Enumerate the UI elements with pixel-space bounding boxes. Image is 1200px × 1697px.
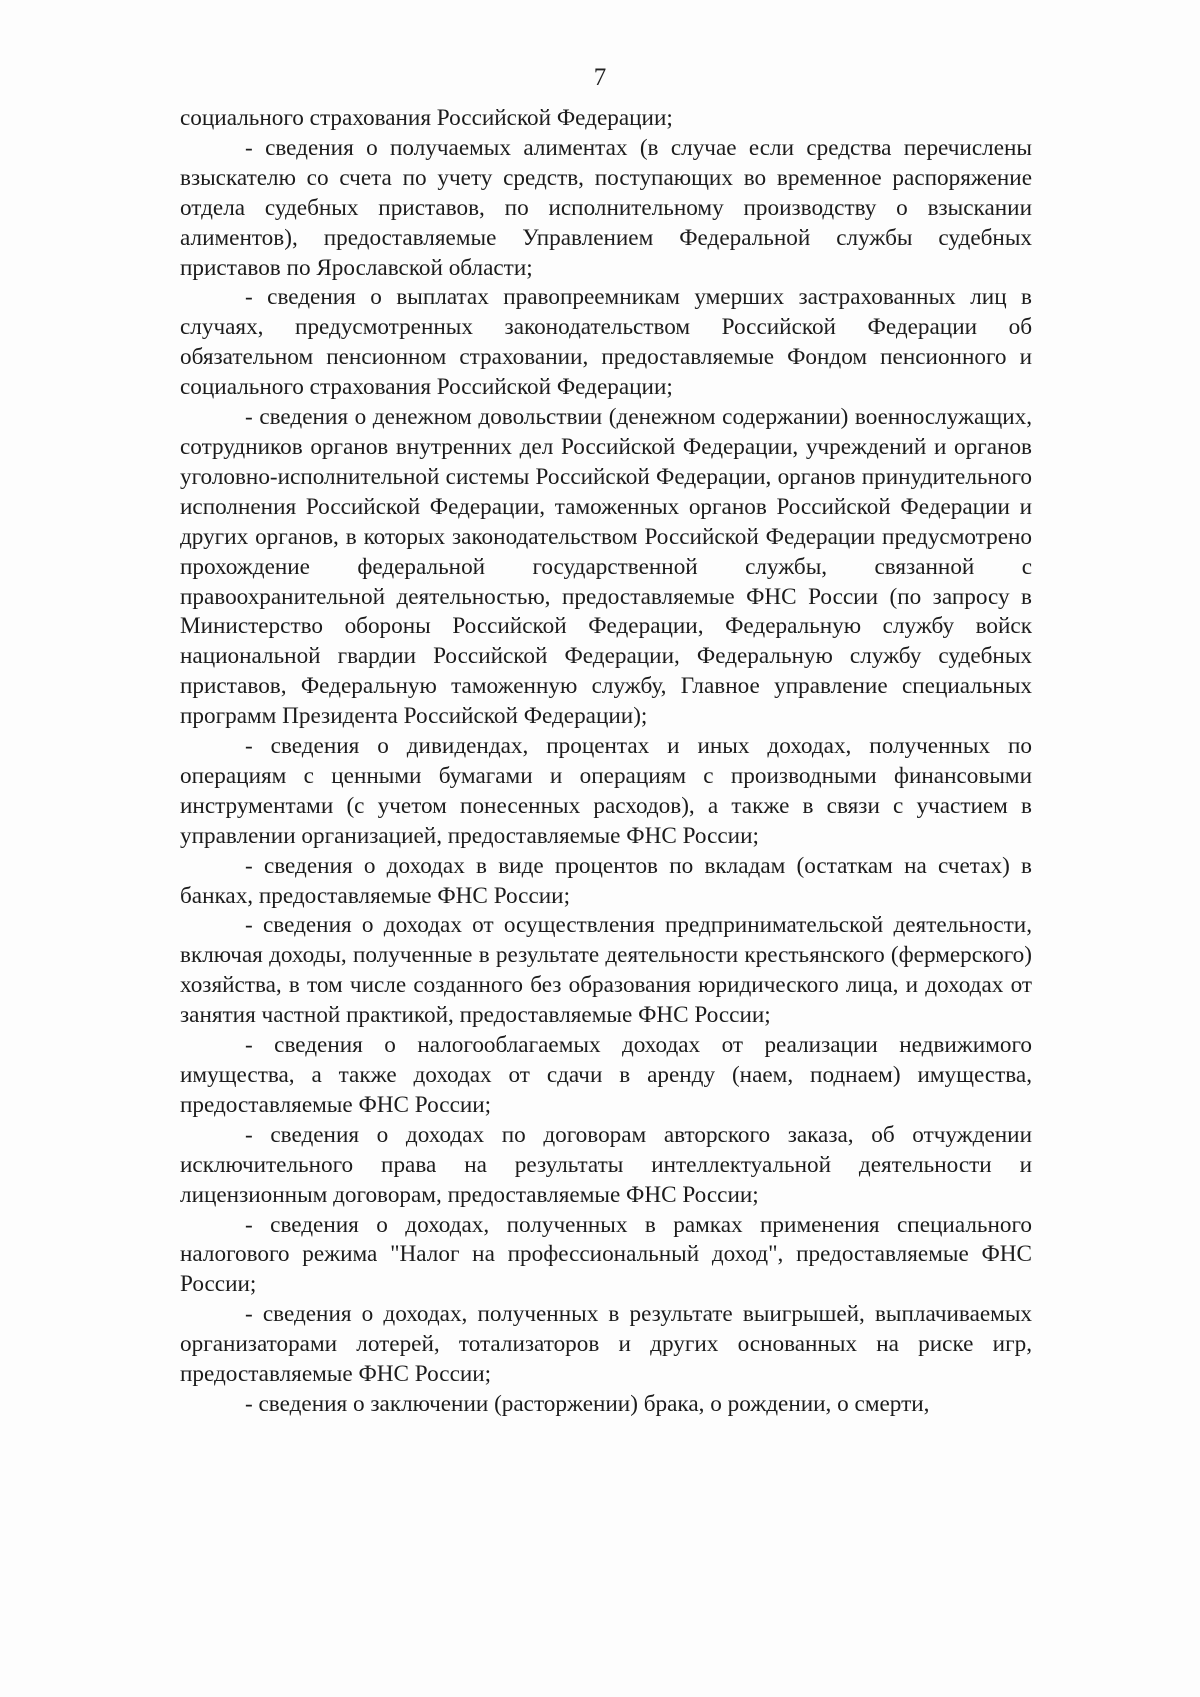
paragraph: - сведения о налогооблагаемых доходах от реализации недвижимого имущества, а также доходах от сдачи в аренду (наем, поднаем) имущества, предоставляемые ФНС России;: [180, 1032, 1032, 1118]
paragraph: - сведения о доходах, полученных в результате выигрышей, выплачиваемых организаторами лотерей, тотализаторов и других основанных на риске игр, предоставляемые ФНС России;: [180, 1301, 1032, 1388]
paragraph: - сведения о заключении (расторжении) брака, о рождении, о смерти,: [245, 1390, 930, 1417]
document-body: [180, 104, 1032, 1420]
paragraph: - сведения о выплатах правопреемникам умерших застрахованных лиц в случаях, предусмотренных законодательством Российской Федерации об обязательном пенсионном страховании, предоставляемые Фондом пенсионного и социального страхования Российской Федерации;: [180, 284, 1032, 401]
paragraph: - сведения о доходах в виде процентов по вкладам (остаткам на счетах) в банках, предоставляемые ФНС России;: [180, 852, 1032, 909]
paragraph: - сведения о доходах, полученных в рамках применения специального налогового режима "Налог на профессиональный доход", предоставляемые ФНС России;: [180, 1211, 1032, 1298]
paragraph: - сведения о денежном довольствии (денежном содержании) военнослужащих, сотрудников органов внутренних дел Российской Федерации, учреждений и органов уголовно-исполнительной системы Российской Федерации, органов принудительного исполнения Российской Федерации, таможенных органов Российской Федерации и других органов, в которых законодательством Российской Федерации предусмотрено прохождение федеральной государственной службы, связанной с правоохранительной деятельностью, предоставляемые ФНС России (по запросу в Министерство обороны Российской Федерации, Федеральную службу войск национальной гвардии Российской Федерации, Федеральную службу судебных приставов, Федеральную таможенную службу, Главное управление специальных программ Президента Российской Федерации);: [180, 404, 1032, 730]
paragraph: - сведения о доходах от осуществления предпринимательской деятельности, включая доходы, полученные в результате деятельности крестьянского (фермерского) хозяйства, в том числе созданного без образования юридического лица, и доходах от занятия частной практикой, предоставляемые ФНС России;: [180, 912, 1032, 1029]
paragraph: - сведения о дивидендах, процентах и иных доходах, полученных по операциям с ценными бумагами и операциям с производными финансовыми инструментами (с учетом понесенных расходов), а также в связи с участием в управлении организацией, предоставляемые ФНС России;: [180, 733, 1032, 849]
paragraph: - сведения о получаемых алиментах (в случае если средства перечислены взыскателю со счета по учету средств, поступающих во временное распоряжение отдела судебных приставов, по исполнительному производству о взыскании алиментов), предоставляемые Управлением Федеральной службы судебных приставов по Ярославской области;: [180, 134, 1032, 281]
paragraph: социального страхования Российской Федерации;: [180, 105, 673, 131]
paragraph: - сведения о доходах по договорам авторского заказа, об отчуждении исключительного права на результаты интеллектуальной деятельности и лицензионным договорам, предоставляемые ФНС России;: [180, 1121, 1032, 1208]
page-number: 7: [593, 64, 607, 91]
